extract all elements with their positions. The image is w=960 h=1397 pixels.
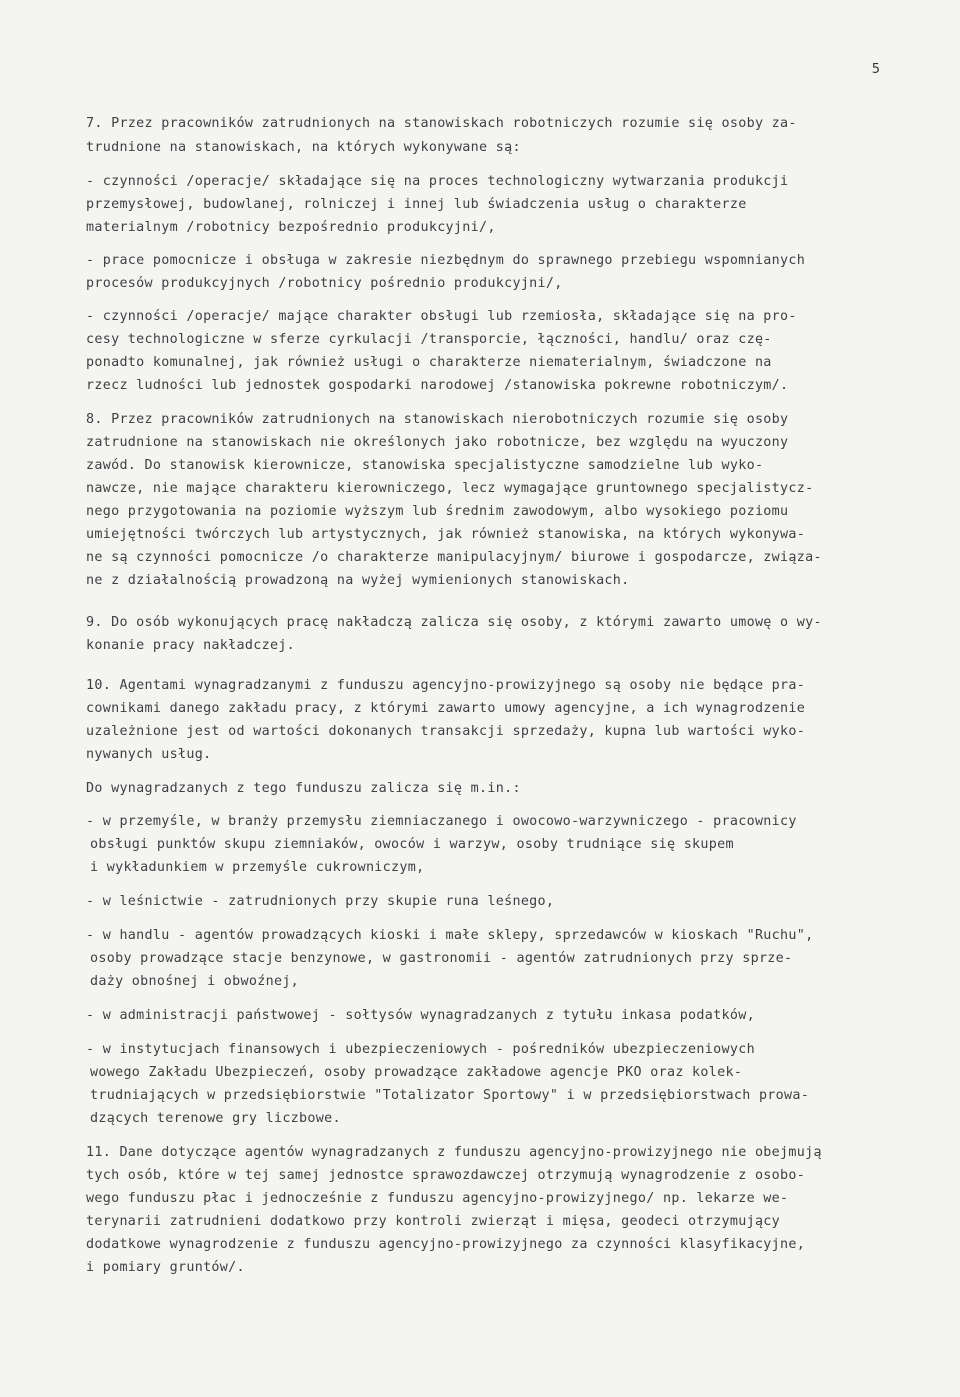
text-line: - w przemyśle, w branży przemysłu ziemniaczanego i owocowo-warzywniczego - pracownicy [86, 814, 797, 829]
text-line: konanie pracy nakładczej. [86, 638, 296, 653]
text-line: - w instytucjach finansowych i ubezpieczeniowych - pośredników ubezpieczeniowych [86, 1042, 755, 1057]
text-line: i wykładunkiem w przemyśle cukrowniczym, [90, 860, 425, 875]
text-line: procesów produkcyjnych /robotnicy pośrednio produkcyjni/, [86, 276, 563, 291]
text-line: daży obnośnej i obwoźnej, [90, 974, 300, 989]
text-line: obsługi punktów skupu ziemniaków, owoców i warzyw, osoby trudniące się skupem [90, 837, 734, 852]
text-line: cesy technologiczne w sferze cyrkulacji /transporcie, łączności, handlu/ oraz czę- [86, 332, 772, 347]
text-line: 7. Przez pracowników zatrudnionych na stanowiskach robotniczych rozumie się osoby za- [86, 116, 797, 131]
page-number: 5 [871, 62, 880, 77]
text-line: uzależnione jest od wartości dokonanych transakcji sprzedaży, kupna lub wartości wyko- [86, 724, 806, 739]
text-line: ponadto komunalnej, jak również usługi o charakterze niematerialnym, świadczone na [86, 355, 772, 370]
text-line: - w administracji państwowej - sołtysów wynagradzanych z tytułu inkasa podatków, [86, 1008, 755, 1023]
text-line: - czynności /operacje/ składające się na proces technologiczny wytwarzania produkcji [86, 174, 789, 189]
text-line: wego funduszu płac i jednocześnie z funduszu agencyjno-prowizyjnego/ np. lekarze we- [86, 1191, 789, 1206]
text-line: ne z działalnością prowadzoną na wyżej wymienionych stanowiskach. [86, 573, 630, 588]
text-line: 8. Przez pracowników zatrudnionych na stanowiskach nierobotniczych rozumie się osoby [86, 412, 789, 427]
text-line: wowego Zakładu Ubezpieczeń, osoby prowadzące zakładowe agencje PKO oraz kolek- [90, 1065, 743, 1080]
text-line: - w handlu - agentów prowadzących kioski i małe sklepy, sprzedawców w kioskach "Ruchu", [86, 928, 814, 943]
text-line: 9. Do osób wykonujących pracę nakładczą zalicza się osoby, z którymi zawarto umowę o wy- [86, 615, 822, 630]
text-line: zatrudnione na stanowiskach nie określonych jako robotnicze, bez względu na wyuczony [86, 435, 789, 450]
text-line: nawcze, nie mające charakteru kierowniczego, lecz wymagające gruntownego specjalistycz- [86, 481, 814, 496]
text-line: dodatkowe wynagrodzenie z funduszu agencyjno-prowizyjnego za czynności klasyfikacyjne, [86, 1237, 806, 1252]
text-line: i pomiary gruntów/. [86, 1260, 245, 1275]
text-line: Do wynagradzanych z tego funduszu zalicza się m.in.: [86, 781, 521, 796]
text-line: terynarii zatrudnieni dodatkowo przy kontroli zwierząt i mięsa, geodeci otrzymujący [86, 1214, 781, 1229]
text-line: cownikami danego zakładu pracy, z którymi zawarto umowy agencyjne, a ich wynagrodzenie [86, 701, 806, 716]
text-line: - czynności /operacje/ mające charakter obsługi lub rzemiosła, składające się na pro- [86, 309, 797, 324]
text-line: dzących terenowe gry liczbowe. [90, 1111, 341, 1126]
text-line: - w leśnictwie - zatrudnionych przy skupie runa leśnego, [86, 894, 555, 909]
text-line: 11. Dane dotyczące agentów wynagradzanych z funduszu agencyjno-prowizyjnego nie obejmują [86, 1145, 822, 1160]
text-line: materialnym /robotnicy bezpośrednio produkcyjni/, [86, 220, 496, 235]
text-line: 10. Agentami wynagradzanymi z funduszu agencyjno-prowizyjnego są osoby nie będące pra- [86, 678, 806, 693]
text-line: umiejętności twórczych lub artystycznych, jak również stanowiska, na których wykonywa- [86, 527, 806, 542]
text-line: - prace pomocnicze i obsługa w zakresie niezbędnym do sprawnego przebiegu wspomnianych [86, 253, 806, 268]
text-line: nego przygotowania na poziomie wyższym lub średnim zawodowym, albo wysokiego poziomu [86, 504, 789, 519]
text-line: ne są czynności pomocnicze /o charakterze manipulacyjnym/ biurowe i gospodarcze, związa- [86, 550, 822, 565]
text-line: tych osób, które w tej samej jednostce sprawozdawczej otrzymują wynagrodzenie z osobo- [86, 1168, 806, 1183]
text-line: przemysłowej, budowlanej, rolniczej i innej lub świadczenia usług o charakterze [86, 197, 747, 212]
text-line: zawód. Do stanowisk kierownicze, stanowiska specjalistyczne samodzielne lub wyko- [86, 458, 764, 473]
text-line: osoby prowadzące stacje benzynowe, w gastronomii - agentów zatrudnionych przy sprze- [90, 951, 793, 966]
text-line: rzecz ludności lub jednostek gospodarki narodowej /stanowiska pokrewne robotniczym/. [86, 378, 789, 393]
text-line: trudniających w przedsiębiorstwie "Totalizator Sportowy" i w przedsiębiorstwach prowa- [90, 1088, 810, 1103]
text-line: nywanych usług. [86, 747, 212, 762]
text-line: trudnione na stanowiskach, na których wykonywane są: [86, 140, 521, 155]
